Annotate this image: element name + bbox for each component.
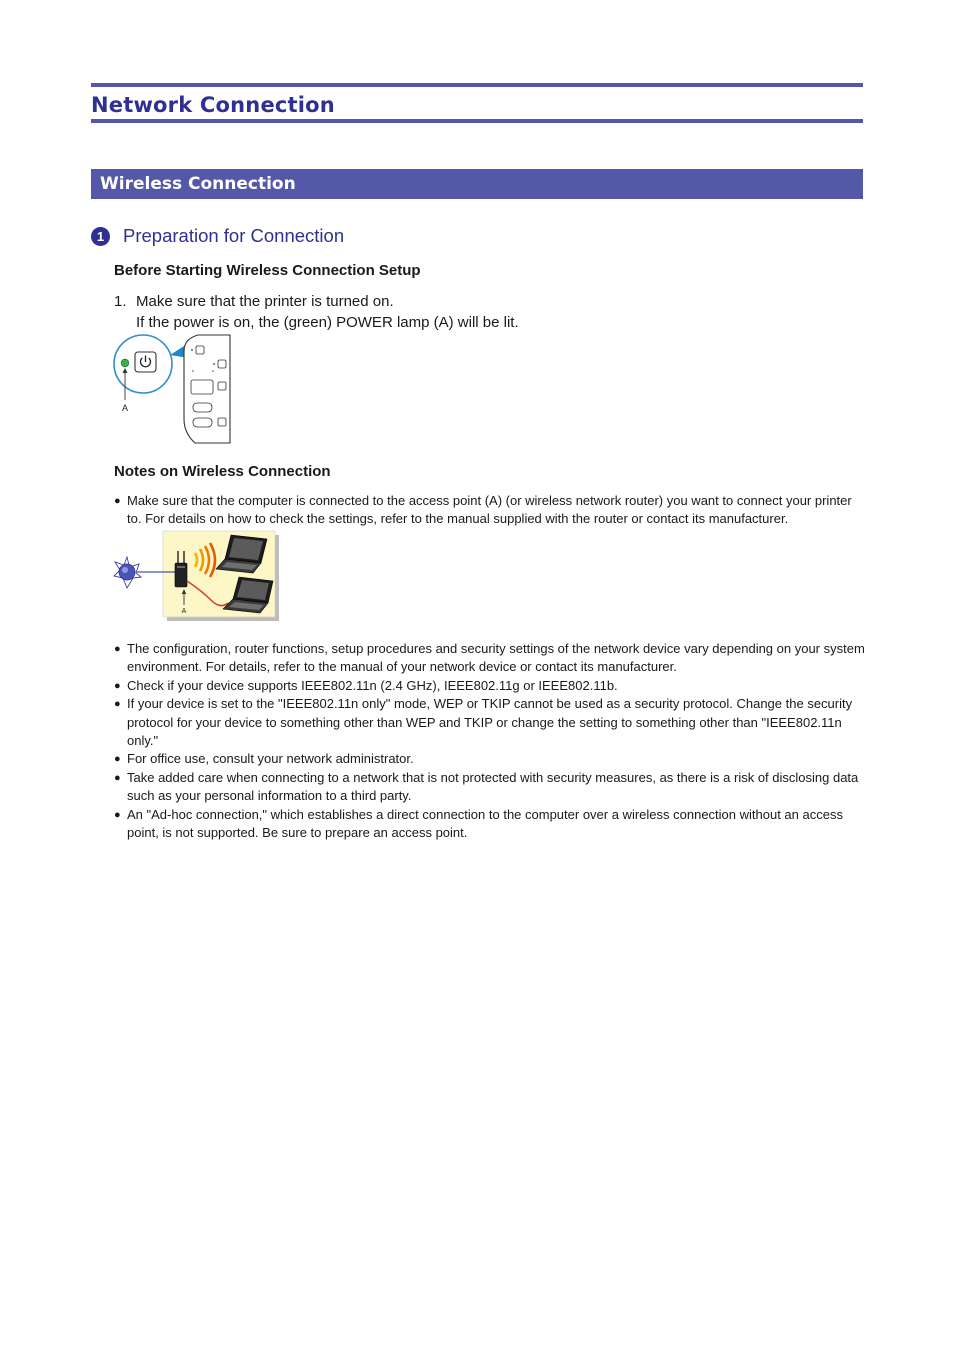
section-header-bar xyxy=(91,169,863,199)
bullet-text: If your device is set to the "IEEE802.11n only" mode, WEP or TKIP cannot be used as a security protocol. Change the security protocol for your device to something other than WEP and TKIP or change the setting to something other than "IEEE802.11n only." xyxy=(127,696,853,749)
bullet-text: The configuration, router functions, setup procedures and security settings of the network device vary depending on your system environment. For details, refer to the manual of your network device or contact its manufacturer. xyxy=(127,641,865,675)
bullet-text: Take added care when connecting to a network that is not protected with security measures, as there is a risk of disclosing data such as your personal information to a third party. xyxy=(127,769,859,804)
bullet-text: For office use, consult your network administrator. xyxy=(127,751,414,767)
list-item xyxy=(114,695,866,750)
bullet-glyph: ● xyxy=(114,643,121,655)
page-title-bar xyxy=(91,83,863,123)
numbered-item-line2: If the power is on, the (green) POWER lamp (A) will be lit. xyxy=(136,314,519,331)
numbered-item-marker: 1. xyxy=(114,293,127,310)
printer-panel-figure xyxy=(112,333,234,445)
before-setup-heading: Before Starting Wireless Connection Setup xyxy=(114,262,421,279)
section-title: Wireless Connection xyxy=(100,174,296,194)
step-title: Preparation for Connection xyxy=(123,225,345,246)
network-diagram-figure xyxy=(112,529,282,621)
notes-heading: Notes on Wireless Connection xyxy=(114,463,331,480)
page-title: Network Connection xyxy=(91,93,335,117)
list-item xyxy=(114,677,866,695)
bullet-text: Check if your device supports IEEE802.11n (2.4 GHz), IEEE802.11g or IEEE802.11b. xyxy=(127,677,618,693)
bullet-glyph: ● xyxy=(114,771,121,784)
bullet-text: An "Ad-hoc connection," which establishes a direct connection to the computer over a wireless connection without an access point, is not supported. Be sure to prepare an access point. xyxy=(127,806,843,841)
internet-globe-icon xyxy=(114,557,141,588)
list-item xyxy=(114,750,866,768)
bullet-glyph: ● xyxy=(114,679,121,692)
list-item xyxy=(114,806,866,843)
numbered-item-line1: Make sure that the printer is turned on. xyxy=(136,293,394,310)
power-button-icon xyxy=(135,352,156,372)
step-number-badge: 1 xyxy=(91,227,110,246)
bullet-glyph: ● xyxy=(114,753,121,766)
list-item xyxy=(114,640,866,677)
figure-label-a: A xyxy=(181,608,187,615)
figure-label-a: A xyxy=(121,403,129,413)
bullet-glyph: ● xyxy=(114,495,121,507)
step-heading xyxy=(91,224,344,248)
bullet-glyph: ● xyxy=(114,808,121,821)
list-item xyxy=(114,492,866,529)
bullet-text: Make sure that the computer is connected to the access point (A) (or wireless network router) you want to connect your printer to. For details on how to check the settings, refer to the manual supplied with the router or contact its manufacturer. xyxy=(127,493,852,527)
bullet-glyph: ● xyxy=(114,698,121,711)
list-item xyxy=(114,769,866,806)
notes-first-bullet-list xyxy=(114,492,866,529)
notes-bullet-list xyxy=(114,640,866,842)
power-lamp-icon xyxy=(121,359,129,367)
panel-display xyxy=(191,380,213,394)
